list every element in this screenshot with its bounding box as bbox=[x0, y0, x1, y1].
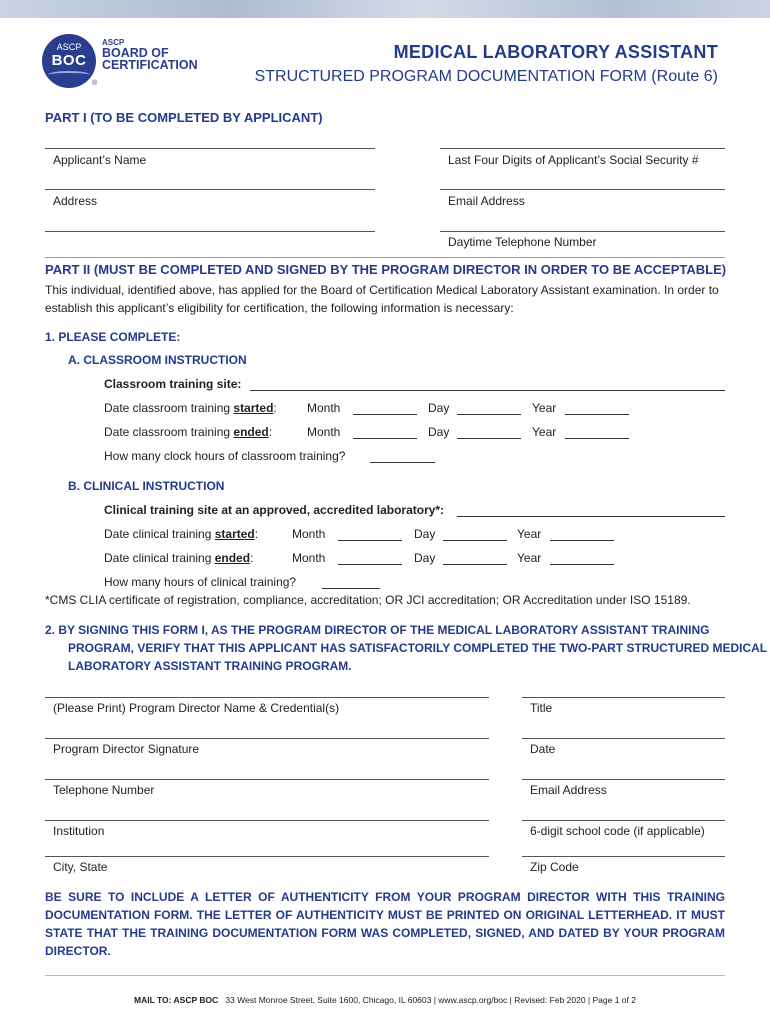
address-field[interactable] bbox=[45, 189, 375, 190]
mail-to-label: MAIL TO: ASCP BOC bbox=[134, 995, 219, 1005]
logo-swoosh-icon bbox=[48, 71, 90, 79]
logo-ascp-text: ASCP bbox=[56, 42, 82, 52]
classroom-started-year-field[interactable] bbox=[565, 414, 629, 415]
ended-emphasis: ended bbox=[233, 425, 269, 439]
clinical-ended-year-label: Year bbox=[517, 551, 542, 565]
part-1-heading: PART I (TO BE COMPLETED BY APPLICANT) bbox=[45, 110, 323, 125]
part-2-intro: This individual, identified above, has applied for the Board of Certification Medical Laboratory Assistant examination. In order to establish this applicant’s eligibility for certification, the following information is necessary: bbox=[45, 283, 719, 315]
ssn-field[interactable] bbox=[440, 148, 725, 149]
director-email-field[interactable] bbox=[522, 779, 725, 780]
clinical-ended-year-field[interactable] bbox=[550, 564, 614, 565]
classroom-started-month-label: Month bbox=[307, 401, 341, 415]
page-footer bbox=[0, 995, 770, 1005]
ascp-boc-logo bbox=[42, 34, 202, 90]
classroom-ended-year-field[interactable] bbox=[565, 438, 629, 439]
classroom-started-label: Date classroom training started: bbox=[104, 401, 277, 415]
section-1-heading: 1. PLEASE COMPLETE: bbox=[45, 330, 181, 344]
logo-boc-text: BOC bbox=[51, 52, 87, 69]
director-name-field[interactable] bbox=[45, 697, 489, 698]
institution-label: Institution bbox=[53, 824, 105, 838]
classroom-hours-label: How many clock hours of classroom training? bbox=[104, 449, 346, 463]
clinical-site-field[interactable] bbox=[457, 516, 725, 517]
registered-mark: ® bbox=[92, 80, 98, 87]
school-code-label: 6-digit school code (if applicable) bbox=[530, 824, 705, 838]
section-2-heading-line-2: PROGRAM, VERIFY THAT THIS APPLICANT HAS SATISFACTORILY COMPLETED THE TWO-PART STRUCTURED MEDICAL bbox=[68, 641, 768, 655]
institution-field[interactable] bbox=[45, 820, 489, 821]
city-state-field[interactable] bbox=[45, 856, 489, 857]
clinical-heading: B. CLINICAL INSTRUCTION bbox=[68, 479, 225, 493]
clinical-ended-month-field[interactable] bbox=[338, 564, 402, 565]
section-2-heading-line-1: 2. BY SIGNING THIS FORM I, AS THE PROGRAM DIRECTOR OF THE MEDICAL LABORATORY ASSISTANT TRAINING bbox=[45, 623, 710, 637]
director-name-label: (Please Print) Program Director Name & Credential(s) bbox=[53, 701, 340, 715]
clinical-started-year-field[interactable] bbox=[550, 540, 614, 541]
classroom-started-month-field[interactable] bbox=[353, 414, 417, 415]
clinical-ended-label: Date clinical training ended: bbox=[104, 551, 254, 565]
clinical-site-label: Clinical training site at an approved, accredited laboratory*: bbox=[104, 503, 445, 517]
clinical-started-label: Date clinical training started: bbox=[104, 527, 259, 541]
clinical-hours-field[interactable] bbox=[322, 588, 380, 589]
section-2-heading-line-3: LABORATORY ASSISTANT TRAINING PROGRAM. bbox=[68, 659, 352, 673]
classroom-started-year-label: Year bbox=[532, 401, 557, 415]
classroom-ended-day-label: Day bbox=[428, 425, 450, 439]
director-title-field[interactable] bbox=[522, 697, 725, 698]
zip-code-label: Zip Code bbox=[530, 860, 579, 874]
clinical-started-day-field[interactable] bbox=[443, 540, 507, 541]
logo-wordmark bbox=[102, 38, 212, 71]
classroom-site-field[interactable] bbox=[250, 390, 725, 391]
clinical-ended-month-label: Month bbox=[292, 551, 326, 565]
director-title-label: Title bbox=[530, 701, 553, 715]
form-subtitle: STRUCTURED PROGRAM DOCUMENTATION FORM (Route 6) bbox=[254, 68, 718, 85]
classroom-heading: A. CLASSROOM INSTRUCTION bbox=[68, 353, 247, 367]
classroom-hours-field[interactable] bbox=[370, 462, 435, 463]
director-telephone-label: Telephone Number bbox=[53, 783, 155, 797]
address-label: Address bbox=[53, 194, 98, 208]
classroom-ended-label: Date classroom training ended: bbox=[104, 425, 273, 439]
classroom-started-day-label: Day bbox=[428, 401, 450, 415]
email-field[interactable] bbox=[440, 189, 725, 190]
logo-line-3: CERTIFICATION bbox=[102, 58, 198, 72]
applicant-name-field[interactable] bbox=[45, 148, 375, 149]
phone-label: Daytime Telephone Number bbox=[448, 235, 597, 249]
accreditation-footnote: *CMS CLIA certificate of registration, compliance, accreditation; OR JCI accreditation; OR Accreditation under ISO 15189. bbox=[45, 593, 691, 607]
director-signature-field[interactable] bbox=[45, 738, 489, 739]
clinical-hours-label: How many hours of clinical training? bbox=[104, 575, 297, 589]
classroom-started-day-field[interactable] bbox=[457, 414, 521, 415]
email-label: Email Address bbox=[448, 194, 525, 208]
part-2-heading: PART II (MUST BE COMPLETED AND SIGNED BY THE PROGRAM DIRECTOR IN ORDER TO BE ACCEPTABLE) bbox=[45, 262, 727, 277]
started-emphasis: started bbox=[233, 401, 274, 415]
classroom-ended-month-label: Month bbox=[307, 425, 341, 439]
clinical-started-month-label: Month bbox=[292, 527, 326, 541]
ssn-label: Last Four Digits of Applicant’s Social Security # bbox=[448, 153, 699, 167]
footer-details: 33 West Monroe Street, Suite 1600, Chicago, IL 60603 | www.ascp.org/boc | Revised: Feb 2020 | Page 1 of 2 bbox=[225, 995, 636, 1005]
ended-emphasis: ended bbox=[214, 551, 251, 565]
director-signature-label: Program Director Signature bbox=[53, 742, 200, 756]
phone-field[interactable] bbox=[440, 231, 725, 232]
classroom-ended-day-field[interactable] bbox=[457, 438, 521, 439]
header-banner bbox=[0, 0, 770, 18]
director-telephone-field[interactable] bbox=[45, 779, 489, 780]
started-emphasis: started bbox=[214, 527, 255, 541]
classroom-site-label: Classroom training site: bbox=[104, 377, 242, 391]
clinical-started-day-label: Day bbox=[414, 527, 436, 541]
footer-divider bbox=[45, 975, 725, 976]
address-line-2-field[interactable] bbox=[45, 231, 375, 232]
part-divider bbox=[45, 257, 725, 258]
authenticity-notice: BE SURE TO INCLUDE A LETTER OF AUTHENTICITY FROM YOUR PROGRAM DIRECTOR WITH THIS TRAINING DOCUMENTATION FORM. THE LETTER OF AUTHENTICITY MUST BE PRINTED ON ORIGINAL LETTERHEAD. IT MUST STATE THAT THE TRAINING DOCUMENTATION FORM WAS COMPLETED, SIGNED, AND DATED BY YOUR PROGRAM DIRECTOR. bbox=[45, 890, 725, 958]
city-state-label: City, State bbox=[53, 860, 108, 874]
clinical-ended-day-field[interactable] bbox=[443, 564, 507, 565]
form-title: MEDICAL LABORATORY ASSISTANT bbox=[393, 42, 718, 62]
signature-date-field[interactable] bbox=[522, 738, 725, 739]
clinical-ended-day-label: Day bbox=[414, 551, 436, 565]
clinical-started-year-label: Year bbox=[517, 527, 542, 541]
logo-line-2: BOARD OF bbox=[102, 46, 169, 60]
applicant-name-label: Applicant’s Name bbox=[53, 153, 147, 167]
classroom-ended-year-label: Year bbox=[532, 425, 557, 439]
signature-date-label: Date bbox=[530, 742, 556, 756]
clinical-started-month-field[interactable] bbox=[338, 540, 402, 541]
director-email-label: Email Address bbox=[530, 783, 607, 797]
logo-circle bbox=[42, 34, 96, 88]
zip-code-field[interactable] bbox=[522, 856, 725, 857]
school-code-field[interactable] bbox=[522, 820, 725, 821]
classroom-ended-month-field[interactable] bbox=[353, 438, 417, 439]
logo-line-1: ASCP bbox=[102, 38, 125, 47]
